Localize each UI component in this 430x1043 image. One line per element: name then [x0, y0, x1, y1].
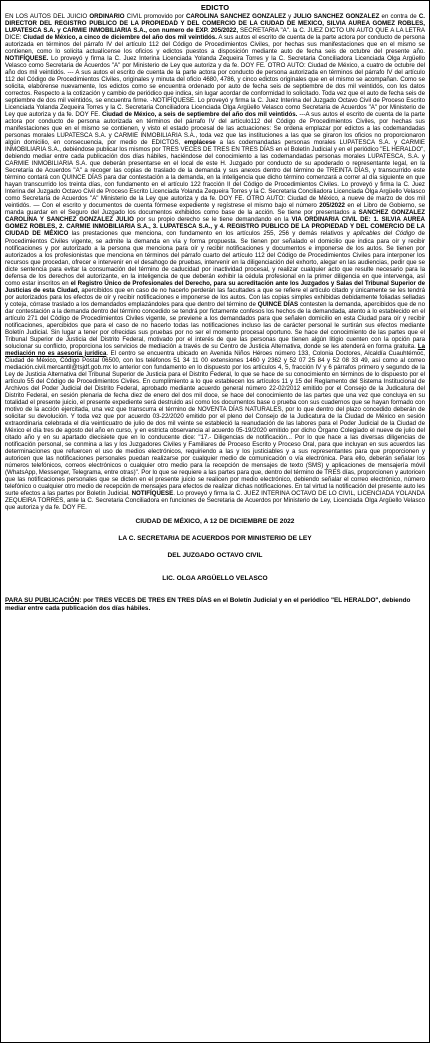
auto-date-3: Ciudad de México, a seis de septiembre del año dos mil veintidós. [102, 111, 298, 119]
body-text-segment: contesten la demanda, apercibidos que de no dar contestación a la demanda dentro del término concedido se tendrá por fictamente confesos los hechos de la demandada, atento a lo establecido en el artículo 271 del Código de Procedimientos Civiles vigente, se previene a los demandados para que señalen domicilio en esta Ciudad para oír y recibir notificaciones, apercibidos que para el caso de no hacerlo todas las notificaciones incluso las de carácter personal le surtirán sus efectos mediante Boletín Judicial. Sin lugar a tener por ofrecidas sus pruebas por no ser el momento procesal oportuno. Se hace del conocimiento de las partes que el Tribunal Superior de Justicia del Distrito Federal, motivado por el interés de que las personas que tienen algún litigio cuenten con la opción para solucionar su conflicto, proporciona los servicios de mediación a través de su Centro de Justicia Alternativa, donde se les atenderá en forma gratuita. [5, 300, 425, 350]
case-number: 205/2022 [319, 202, 345, 210]
auto-date-1: Ciudad de México, a cinco de diciembre del año dos mil veintidós. [23, 34, 217, 42]
fifteen-days: QUINCE DÍAS [257, 300, 299, 308]
mediation-note: La mediación no es asesoría jurídica [5, 342, 425, 357]
defendants-list: C. DIRECTOR DEL REGISTRO PUBLICO DE LA PROPIEDAD Y DEL COMERCIO DE LA CIUDAD DE MEXICO, SILVIA AUREA GOMEZ ROBLES, LUPATESCA S.A. y CARMIE INMOBILIARIA S.A., con numero de EXP. 205/2022, [5, 13, 425, 35]
signature-role-2: DEL JUZGADO OCTAVO CIVIL [167, 552, 263, 560]
registry-requirement: el Registro Único de Profesionales del Derecho, para su acreditación ante los Juzgados y Salas del Tribunal Superior de Justicias de esta Ciudad, [5, 279, 425, 294]
body-text-segment: ---A sus autos el escrito de cuenta de la parte actora por conducto de persona autorizada en términos del párrafo IV del artículo112 del Código de Procedimientos Civiles, por hechas sus manifestaciones que en el mismo se contienen, y visto el estado procesal de las actuaciones: Se ordena emplazar por edictos a las codemandadas personas morales LUPATESCA S.A. y CARMIE INMOBILIARIA S.A., toda vez que las instituciones a las que se giraron los oficios no proporcionaron algún domicilio, en consecuencia, por medio de EDICTOS, [5, 111, 425, 147]
body-text-segment: CIVIL promovido por [124, 13, 186, 20]
signature-name: LIC. OLGA ARGÜELLO VELASCO [162, 575, 268, 583]
signature-role-1: LA C. SECRETARIA DE ACUERDOS POR MINISTERIO DE LEY [118, 535, 312, 543]
body-text-segment: Lo proveyó y firma la C. Juez Interina Licenciada Yolanda Zequeira Torres y la C. Secretaria Conciliadora Licenciada Olga Argüello Velasco como Secretaria de Acuerdos "A" por Ministerio de Ley que autoriza y da fe. DOY FE. OTRO AUTO: Ciudad de México, a cuatro de octubre del año dos mil veintidós. --- A sus autos el escrito de cuenta de la parte actora por conducto de persona autorizada en términos del párrafo IV del artículo 112 del Código de Procedimientos Civiles, originales y minuta del oficio 4680, 4786, y cinco edictos originales que en el mismo se acompañan. Como se solicita, elabórense nuevamente, los edictos como se encuentra ordenado por auto de fecha seis de septiembre de dos mil veintidós, con los datos correctos. Respecto a la cotización y cambio de periódico que indica, sin lugar acordar de conformidad lo solicitado. Toda vez que el auto de fecha seis de septiembre de dos mil veintidós, se encuentra firme. -NOTIFÍQUESE. Lo proveyó y firma la C. Juez Interina del Juzgado Octavo Civil de Proceso Escrito Licenciada Yolanda Zequeira Torres y la C. Secretaria Conciliadora Licenciada Olga Argüello Velasco como Secretaria de Acuerdos "A" por Ministerio de Ley que autoriza y da fe. DOY FE. [5, 55, 425, 119]
body-italic-segment: aplicables del Código [353, 230, 415, 238]
civil-route-defendants: VIA ORDINARIA CIVIL DE: 1. SILVIA AUREA GOMEZ ROBLES, 2. CARMIE INMOBILIARIA S.A., 3. LUPATESCA S.A., y 4. REGISTRO PUBLICO DE LA PROPIEDAD Y DEL COMERCIO DE LA CIUDAD DE MÉXICO [5, 216, 425, 238]
body-text-segment: . Lo proveyó y firma la C. JUEZ INTERINA OCTAVO DE LO CIVIL, LICENCIADA YOLANDA ZEQUEIRA TORRES, ante la C. Secretaria Conciliadora en funciones de Secretaria de Acuerdos por Ministerio de Ley, Licenciada Olga Argüello Velasco que autoriza y da fe. DOY FE. [5, 490, 425, 512]
body-text-segment: . El centro se encuentra ubicado en Avenida Niños Héroes número 133, Colonia Doctores, Alcaldía Cuauhtémoc, Ciudad de México, Código Postal 06500, con los teléfonos 51 34 11 00 extensiones 1460 y 2362 y 52 07 25 84 y 52 08 33 49, así como al correo mediación.civil.mercantil@tsjdf.gob.mx lo anterior con fundamento en lo dispuesto por los artículos 4, 5, fracción IV y 6 párrafos primero y segundo de la Ley de Justicia Alternativa del Tribunal Superior de Justicia para el Distrito Federal, lo que se hace de su conocimiento en términos de lo dispuesto por el artículo 55 del Código de Procedimientos Civiles. En cumplimiento a lo que establecen los artículos 11 y 15 del Reglamento del Sistema Institucional de Archivos del Poder Judicial del Distrito Federal, aprobado mediante acuerdo general número 22-02/2012 emitido por el Consejo de la Judicatura del Distrito Federal, en sesión plenaria de fecha diez de enero del dos mil doce, se hace del conocimiento de las partes que una vez que concluya en su totalidad el presente juicio, el presente expediente será destruido así como los documentos base o prueba con sus cuadernos que se hayan formado con motivo de la acción ejercitada, una vez que transcurra el término de NOVENTA DÍAS NATURALES, por lo que dentro del plazo concedido deberán de solicitar su devolución. Y toda vez que por acuerdo 03-22/2020 emitido por el pleno del Consejo de la Judicatura de la Ciudad de México en sesión extraordinaria celebrada el día veinticuatro de julio de dos mil veinte se estableció la reanudación de las labores para el Poder Judicial de la Ciudad de México el día tres de agosto del año en curso, y en estricta observancia al acuerdo 05-19/2020 emitido por dicho Órgano Colegiado el nueve de julio del citado año y en su apartado diecisiete que en lo conducente dice: "17.- Diligencias de notificación... Por lo que hace a las diversas diligencias de notificación personal, se conmina a las y los Juzgadores Civiles y Familiares de Proceso Escrito y Proceso Oral, para que incluyan en sus acuerdos las determinaciones que refuercen el uso de medios electrónicos, requiriendo a las y los justiciables y a sus representantes para que proporcionen y autoricen que las notificaciones personales puedan realizarse por cualquier medio de comunicación o vía electrónica. Para ello, deberán señalar los números telefónicos, correos electrónicos o cualquier otro medio para la recepción de mensajes de texto (SMS) y aplicaciones de mensajería móvil (WhatsApp, Messenger, Telegrama, entre otras)". Por lo que se requiere a las partes para que, dentro del término de TRES días, proporcionen y autoricen que las notificaciones personales que se dicten en el presente juicio se realicen por medio electrónico, debiendo señalar el correo electrónico, número telefónico o cualquier otro medio de recepción de mensajes para efectos de realizar dichas notificaciones. En tal virtud la notificación del presente auto les surte efectos a las partes por Boletín Judicial. [5, 349, 425, 498]
body-text-segment: a las codemandadas personas morales LUPATESCA S.A. y CARMIE INMOBILIARIA S.A., debiéndose publicar los mismos por TRES VECES DE TRES EN TRES DÍAS en el Boletín Judicial y en el periódico "EL HERALDO", debiendo mediar entre cada publicación dos días hábiles, haciéndose del conocimiento a las codemandadas personas morales LUPATESCA, S.A. y CARMIE INMOBILIARIA S.A. que deberán presentarse en el local de este H. Juzgado por conducto de su apoderado o representante legal, en la Secretaría de Acuerdos "A" a recoger las copias de traslado de la demanda y sus anexos dentro del término de TREINTA DÍAS, y transcurrido este término contará con QUINCE DÍAS para dar contestación a la demanda, en la inteligencia que dicho término comenzará a correr al día siguiente en que hayan transcurrido los treinta días, con fundamento en el artículo 122 fracción II del Código de Procedimientos Civiles. Lo proveyó y firma la C. Juez Interina del Juzgado Octavo Civil de Proceso Escrito Licenciada Yolanda Zequeira Torres y la C. Secretaria Conciliadora Licenciada Olga Argüello Velasco como Secretaria de Acuerdos "A" Ministerio de la Ley que autoriza y da fe. DOY FE. OTRO AUTO: Ciudad de México, a nueve de marzo de dos mil veintidós. — Con el escrito y documentos de cuenta fórmese expediente y regístrese el mismo bajo el número [5, 139, 425, 210]
plaintiffs-presented: SANCHEZ GONZALEZ CAROLINA Y SANCHEZ GONZALEZ JULIO [5, 209, 425, 224]
edict-body [5, 13, 425, 511]
signature-date: CIUDAD DE MÉXICO, A 12 DE DICIEMBRE DE 2022 [135, 518, 295, 526]
body-bold-segment: ORDINARIO [89, 13, 125, 20]
plaintiff-name-2: JULIO SANCHEZ GONZALEZ [293, 13, 380, 20]
body-text-segment: apercibidos que en caso de no hacerlo perderán las facultades a que se refiere el artículo citado y únicamente se les tendrá por autorizados para los efectos de oír y recibir notificaciones e imponerse de los autos. Con las copias simples exhibidas debidamente foliadas selladas y coteja, córrase traslado a los demandados emplazándoles para que dentro del término de [5, 286, 425, 308]
edict-title: EDICTO [200, 3, 230, 12]
body-text-segment: EN LOS AUTOS DEL JUICIO [5, 13, 90, 20]
body-text-segment: SECRETARIA "A". la C. JUEZ DICTO UN AUTO QUE A LA LETRA DICE: [5, 27, 425, 42]
body-text-segment: A sus autos el escrito de cuenta de la parte actora por conducto de persona autorizada en términos del párrafo IV del artículo 112 del Código de Procedimientos Civiles, por hechas sus manifestaciones que en el mismo se contienen, como lo solicita actualícense los oficios y edictos puestos a disposición mediante auto de fecha seis de octubre del presente año. [5, 34, 425, 56]
body-text-segment: por su propio derecho se le tiene demandando en la [133, 216, 292, 224]
publication-note [5, 597, 425, 613]
body-text-segment: las prestaciones que menciona, con fundamento en los artículos 255, 256 y demás relativos y [68, 230, 354, 238]
emplacese-word: emplácese [184, 139, 216, 147]
plaintiff-name-1: CAROLINA SANCHEZ GONZALEZ [185, 13, 286, 20]
body-text-segment: en el Libro de Gobierno, se manda guardar en el Seguro del Juzgado los documentos exhibidos como base de la acción. Se tiene por presentados a [5, 202, 425, 217]
notifiquese-final: NOTIFÍQUESE [131, 490, 174, 498]
publication-text: : por TRES VECES DE TRES EN TRES DÍAS en el Boletín Judicial y en el periódico "EL HERALDO", debiendo mediar entre cada publicación dos días hábiles. [5, 597, 411, 613]
notifiquese-1: NOTIFÍQUESE. [5, 55, 49, 63]
body-text-segment: de Procedimientos Civiles vigente, se admite la demanda en vía y forma propuesta. Se tienen por señalado el domicilio que indica para oír y recibir notificaciones y por autorizado a la persona que menciona para oír y recibir notificaciones y documentos e imponerse de los autos. Se tienen por autorizados a los profesionistas que menciona en términos del párrafo cuarto del artículo 112 del Código de Procedimientos Civiles para interponer los recursos que procedan, ofrecer e intervenir en el desahogo de pruebas, intervenir en la diligenciación del exhorto, alegar en las audiencias, pedir que se dicte sentencia para evitar la consumación del término de caducidad por inactividad procesal, y realizar cualquier acto que resulte necesario para la defensa de los derechos del autorizante, en la inteligencia de que deberán exhibir la cédula profesional en la primer diligencia en que intervenga, así como estar inscritos en [5, 230, 425, 287]
body-text-segment: y [285, 13, 294, 20]
body-text-segment: en contra de [379, 13, 419, 20]
publication-label: PARA SU PUBLICACIÓN [5, 597, 80, 605]
